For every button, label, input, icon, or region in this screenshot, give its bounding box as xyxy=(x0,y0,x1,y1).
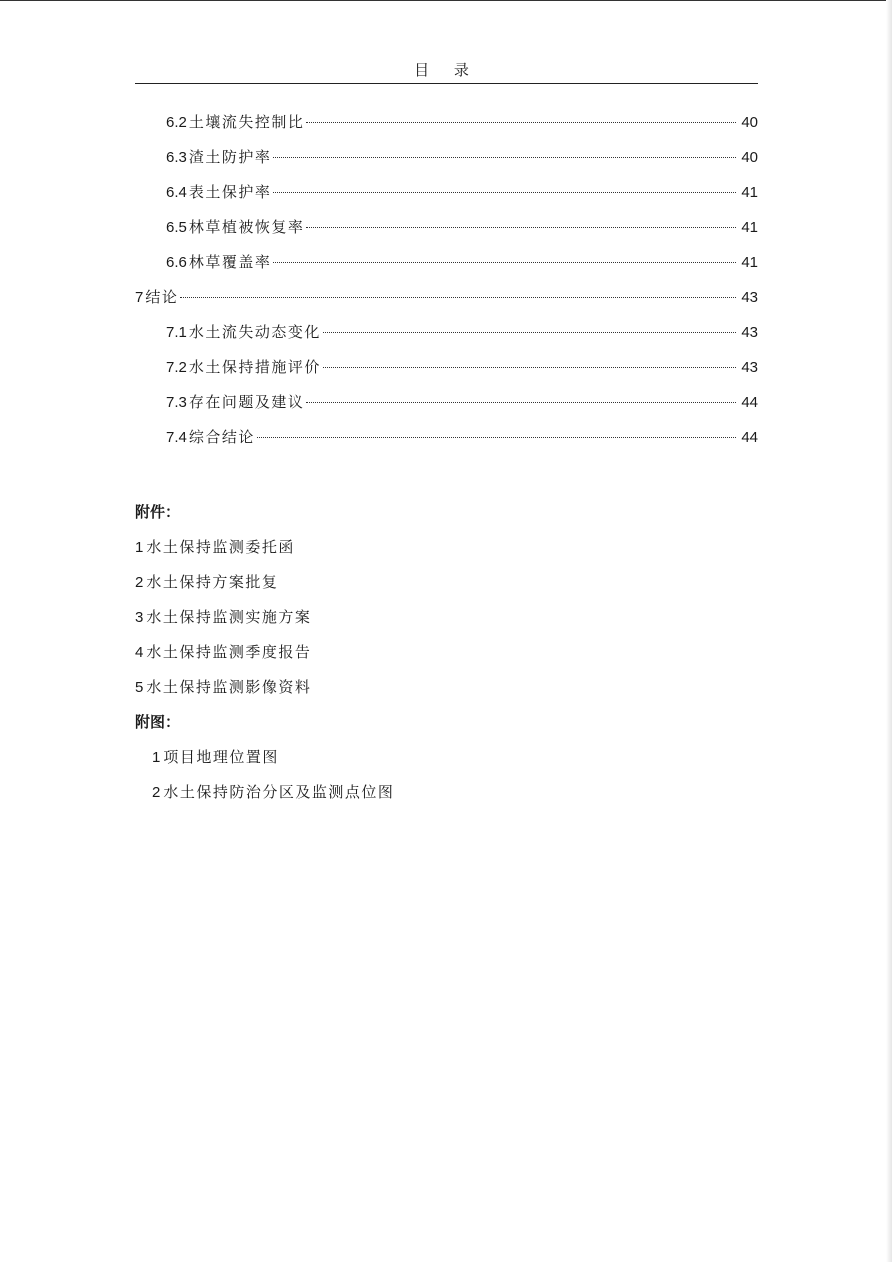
attachment-item xyxy=(135,567,758,602)
attachment-number: 2 xyxy=(135,574,144,591)
toc-dot-leader xyxy=(273,157,736,158)
toc-dot-leader xyxy=(257,437,736,438)
figures-heading: 附图： xyxy=(135,713,181,731)
toc-entry-title: 土壤流失控制比 xyxy=(188,113,305,131)
toc-entry-title: 林草覆盖率 xyxy=(188,253,272,271)
attachment-item xyxy=(135,532,758,567)
figure-item xyxy=(135,777,758,812)
figure-number: 2 xyxy=(152,784,161,801)
toc-entry-number: 7.2 xyxy=(166,359,187,376)
toc-entry[interactable] xyxy=(135,426,758,461)
attachment-number: 1 xyxy=(135,539,144,556)
toc-entry[interactable] xyxy=(135,111,758,146)
attachment-title: 水土保持监测影像资料 xyxy=(146,678,312,696)
toc-entry[interactable] xyxy=(135,321,758,356)
toc-entry-number: 6.4 xyxy=(166,184,187,201)
figure-number: 1 xyxy=(152,749,161,766)
toc-entry-page: 40 xyxy=(741,149,758,166)
toc-dot-leader xyxy=(306,402,736,403)
table-of-contents xyxy=(135,111,758,461)
toc-entry-page: 43 xyxy=(741,359,758,376)
toc-dot-leader xyxy=(180,297,736,298)
figure-title: 项目地理位置图 xyxy=(163,748,279,766)
attachment-item xyxy=(135,602,758,637)
attachment-title: 水土保持监测季度报告 xyxy=(146,643,312,661)
toc-entry-title: 渣土防护率 xyxy=(188,148,272,166)
toc-entry[interactable] xyxy=(135,391,758,426)
attachment-number: 3 xyxy=(135,609,144,626)
toc-entry-title: 结论 xyxy=(145,288,179,306)
toc-entry-number: 6.2 xyxy=(166,114,187,131)
header-rule xyxy=(135,83,758,84)
toc-entry-page: 40 xyxy=(741,114,758,131)
toc-chapter-entry[interactable] xyxy=(135,286,758,321)
toc-entry[interactable] xyxy=(135,181,758,216)
toc-entry-number: 7 xyxy=(135,289,144,306)
toc-entry-number: 7.1 xyxy=(166,324,187,341)
toc-dot-leader xyxy=(323,367,736,368)
toc-entry-page: 41 xyxy=(741,254,758,271)
attachment-title: 水土保持监测实施方案 xyxy=(146,608,312,626)
toc-entry-title: 水土保持措施评价 xyxy=(188,358,321,376)
toc-entry[interactable] xyxy=(135,251,758,286)
toc-dot-leader xyxy=(306,122,736,123)
page-top-border xyxy=(0,0,892,1)
toc-entry-page: 44 xyxy=(741,429,758,446)
figure-title: 水土保持防治分区及监测点位图 xyxy=(163,783,395,801)
toc-entry-page: 43 xyxy=(741,324,758,341)
toc-entry-title: 表土保护率 xyxy=(188,183,272,201)
toc-entry-title: 水土流失动态变化 xyxy=(188,323,321,341)
page-header-title: 目 录 xyxy=(414,61,479,79)
toc-entry-title: 存在问题及建议 xyxy=(188,393,305,411)
attachment-number: 5 xyxy=(135,679,144,696)
toc-entry[interactable] xyxy=(135,216,758,251)
toc-entry-title: 林草植被恢复率 xyxy=(188,218,305,236)
figure-item xyxy=(135,742,758,777)
attachment-item xyxy=(135,637,758,672)
toc-entry-number: 7.4 xyxy=(166,429,187,446)
page-right-shadow xyxy=(886,0,892,1262)
toc-entry-page: 43 xyxy=(741,289,758,306)
attachment-title: 水土保持监测委托函 xyxy=(146,538,295,556)
toc-entry-number: 6.5 xyxy=(166,219,187,236)
attachment-item xyxy=(135,672,758,707)
toc-entry[interactable] xyxy=(135,146,758,181)
attachment-number: 4 xyxy=(135,644,144,661)
toc-entry-number: 7.3 xyxy=(166,394,187,411)
toc-dot-leader xyxy=(273,192,736,193)
toc-entry-number: 6.3 xyxy=(166,149,187,166)
attachments-heading: 附件： xyxy=(135,503,181,521)
toc-entry-title: 综合结论 xyxy=(188,428,255,446)
toc-dot-leader xyxy=(323,332,736,333)
toc-entry-page: 41 xyxy=(741,184,758,201)
toc-dot-leader xyxy=(273,262,736,263)
toc-entry[interactable] xyxy=(135,356,758,391)
toc-entry-page: 44 xyxy=(741,394,758,411)
appendix-section xyxy=(135,497,758,812)
toc-entry-page: 41 xyxy=(741,219,758,236)
toc-entry-number: 6.6 xyxy=(166,254,187,271)
attachment-title: 水土保持方案批复 xyxy=(146,573,279,591)
toc-dot-leader xyxy=(306,227,736,228)
